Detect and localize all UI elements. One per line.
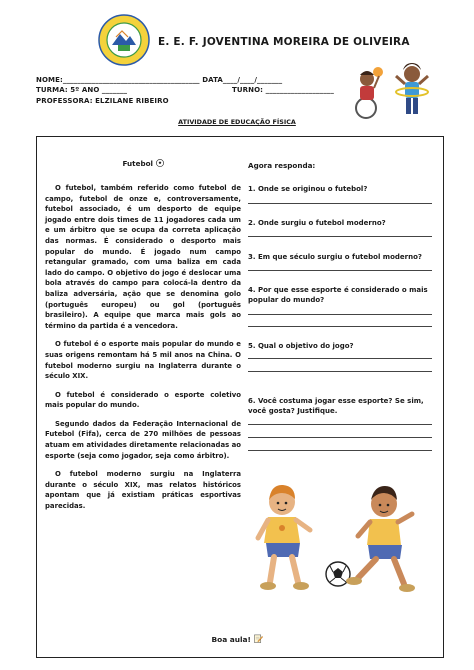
answer-line-5a[interactable] <box>248 358 432 359</box>
school-logo <box>98 14 150 66</box>
name-date-line: NOME:______________________________________ DATA____/____/_______ <box>36 76 283 84</box>
question-2: 2. Onde surgiu o futebol moderno? <box>248 219 386 227</box>
question-4: 4. Por que esse esporte é considerado o mais popular do mundo? <box>248 286 428 304</box>
paragraph-1: O futebol, também referido como futebol de campo, futebol de onze e, controversamente, futebol associado, é um desporto de equipe jogado entre dois times de 11 jogadores cada um e um árbitro que se ocupa da correta aplicação das normas. É considerado o desporto mais popular do mundo. É jogado num campo retangular gramado, com uma baliza em cada lado do campo. O objetivo do jogo é deslocar uma bola através do campo para colocá-la dentro da baliza adversária, ação que se denomina golo (português europeu) ou gol (português brasileiro). A equipe que marca mais gols ao término da partida é a vencedora. <box>45 184 241 330</box>
question-3: 3. Em que século surgiu o futebol moderno? <box>248 253 422 261</box>
boys-playing-soccer-illustration <box>254 484 426 602</box>
paragraph-3: O futebol é considerado o esporte coletivo mais popular do mundo. <box>45 390 241 410</box>
paragraph-2: O futebol é o esporte mais popular do mundo e suas origens remontam há 5 mil anos na China. O futebol moderno surgiu na Inglaterra durante o século XIX. <box>45 340 241 381</box>
answer-line-6a[interactable] <box>248 424 432 425</box>
paragraph-4: Segundo dados da Federação Internacional de Futebol (Fifa), cerca de 270 milhões de pessoas atuam em atividades diretamente relacionadas ao esporte (seja como jogador, seja como árbitro). <box>45 419 241 460</box>
soccer-ball-icon <box>156 159 164 167</box>
question-6: 6. Você costuma jogar esse esporte? Se sim, você gosta? Justifique. <box>248 397 424 415</box>
teacher-line: PROFESSORA: ELZILANE RIBEIRO <box>36 97 169 105</box>
questions-heading: Agora responda: <box>248 161 316 170</box>
text-title-label: Futebol <box>122 159 153 168</box>
footer-text: Boa aula! <box>211 635 251 644</box>
activity-title: ATIVIDADE DE EDUCAÇÃO FÍSICA <box>178 118 296 126</box>
kids-playing-illustration <box>348 62 434 120</box>
footer <box>0 634 474 644</box>
answer-line-2[interactable] <box>248 236 432 237</box>
shift-line: TURNO: ___________________ <box>232 86 334 94</box>
reading-text <box>45 183 241 520</box>
school-name: E. E. F. JOVENTINA MOREIRA DE OLIVEIRA <box>158 36 410 48</box>
pencil-note-icon <box>254 634 263 643</box>
answer-line-6b[interactable] <box>248 437 432 438</box>
class-line: TURMA: 5º ANO _______ <box>36 86 128 94</box>
question-5: 5. Qual o objetivo do jogo? <box>248 342 354 350</box>
paragraph-5: O futebol moderno surgiu na Inglaterra durante o século XIX, mas relatos históricos apontam que já existiam práticas esportivas parecidas. <box>45 470 241 511</box>
answer-line-4b[interactable] <box>248 326 432 327</box>
answer-line-1[interactable] <box>248 203 432 204</box>
question-1: 1. Onde se originou o futebol? <box>248 185 368 193</box>
answer-line-4a[interactable] <box>248 314 432 315</box>
answer-line-3[interactable] <box>248 270 432 271</box>
text-title <box>45 159 241 168</box>
answer-line-5b[interactable] <box>248 371 432 372</box>
answer-line-6c[interactable] <box>248 450 432 451</box>
